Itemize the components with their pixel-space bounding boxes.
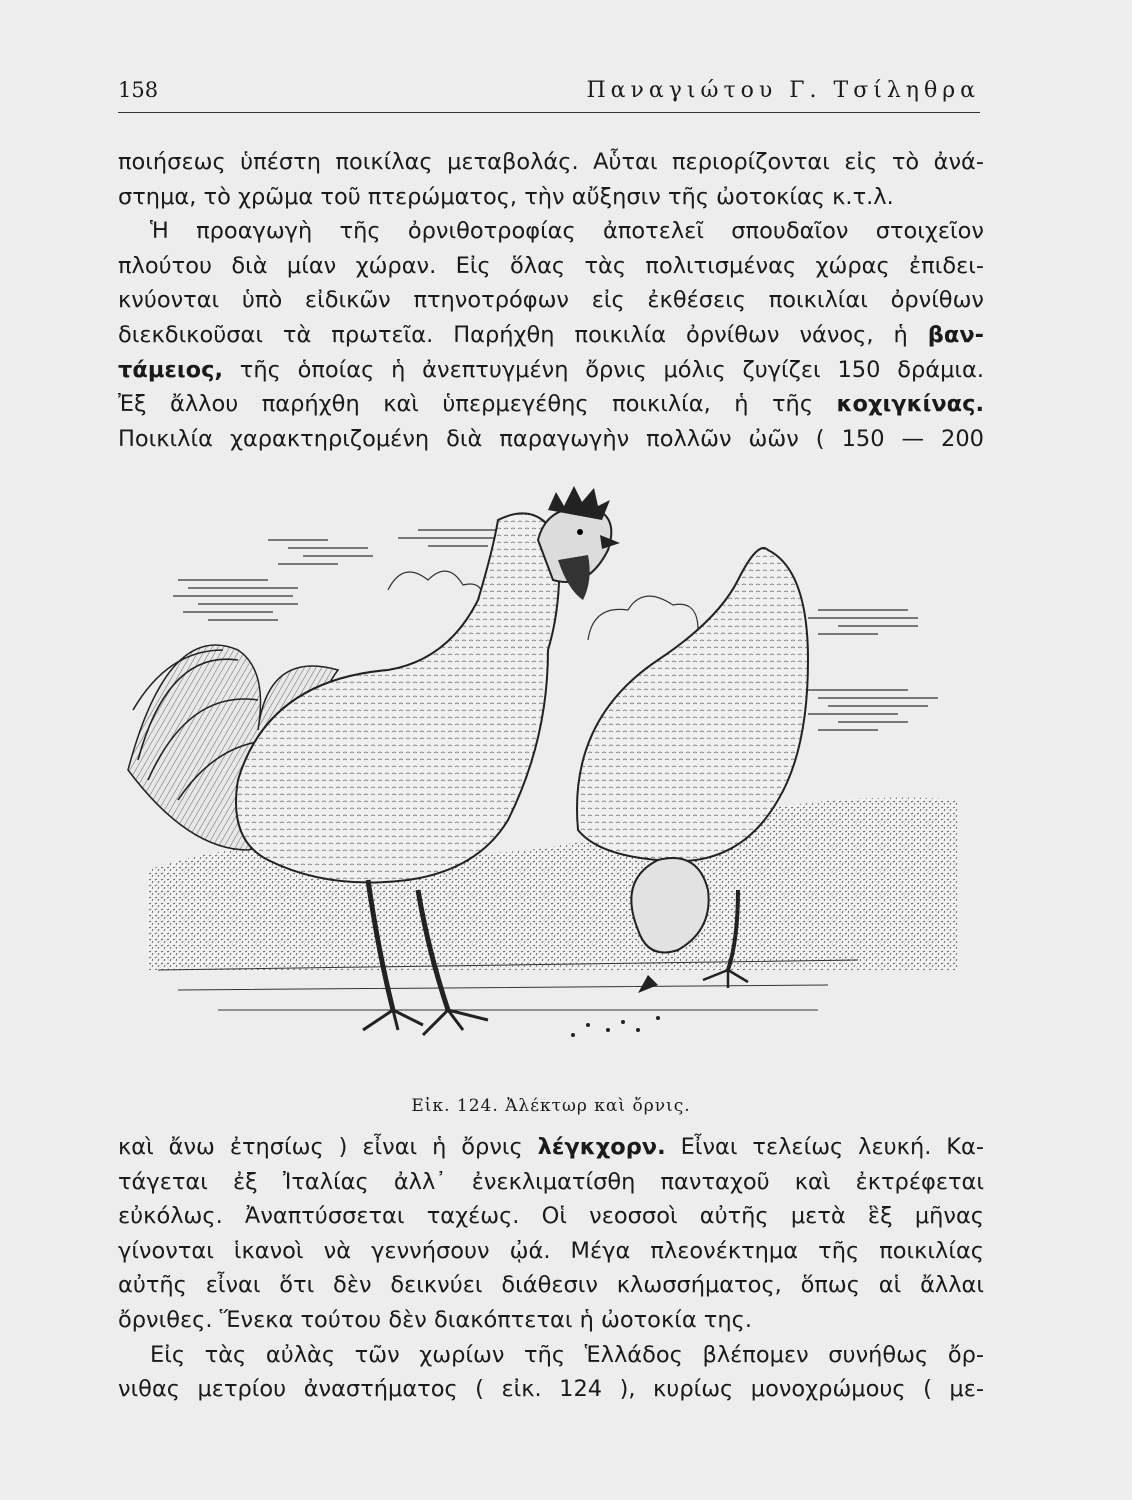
text-line xyxy=(118,1303,984,1338)
text-run: Ἐξ ἄλλου παρήχθη καὶ ὑπερμεγέθης ποικιλία, ἡ τῆς xyxy=(118,391,837,418)
text-line xyxy=(118,283,984,318)
text-run: καὶ ἄνω ἐτησίως ) εἶναι ἡ ὄρνις xyxy=(118,1134,538,1160)
text-run: Εἶναι τελείως λευκή. Κα- xyxy=(665,1134,984,1160)
text-run: Εἰς τὰς αὐλὰς τῶν χωρίων τῆς Ἑλλάδος βλέπομεν συνήθως ὄρ- xyxy=(150,1341,984,1368)
text-line xyxy=(118,387,984,422)
text-run: Ποικιλία χαρακτηριζομένη διὰ παραγωγὴν πολλῶν ὠῶν ( 150 — 200 xyxy=(118,425,984,452)
text-line xyxy=(118,1165,984,1200)
grain xyxy=(571,1016,660,1037)
text-line xyxy=(118,1268,984,1303)
text-run: τῆς ὁποίας ἡ ἀνεπτυγμένη ὄρνις μόλις ζυγίζει 150 δράμια. xyxy=(223,356,984,383)
text-line xyxy=(118,353,984,388)
text-run: νιθας μετρίου ἀναστήματος ( εἰκ. 124 ), κυρίως μονοχρώμους ( με- xyxy=(118,1376,984,1403)
bold-term: βαν- xyxy=(927,321,984,348)
body-text-top xyxy=(118,145,984,456)
text-line xyxy=(118,422,984,457)
bold-term: κοχιγκίνας. xyxy=(836,391,984,418)
text-line xyxy=(118,249,984,284)
bold-term: λέγκχορν. xyxy=(537,1134,666,1160)
text-run: κνύονται ὑπὸ εἰδικῶν πτηνοτρόφων εἰς ἐκθέσεις ποικιλίαι ὀρνίθων xyxy=(118,287,984,314)
text-line xyxy=(118,1234,984,1269)
text-run: στημα, τὸ χρῶμα τοῦ πτερώματος, τὴν αὔξησιν τῆς ὠοτοκίας κ.τ.λ. xyxy=(118,183,894,210)
text-line xyxy=(118,1130,984,1165)
text-line xyxy=(118,214,984,249)
text-run: εὐκόλως. Ἀναπτύσσεται ταχέως. Οἱ νεοσσοὶ αὐτῆς μετὰ ἓξ μῆνας xyxy=(118,1203,984,1230)
rooster-eye xyxy=(577,529,583,535)
text-run: αὐτῆς εἶναι ὅτι δὲν δεικνύει διάθεσιν κλωσσήματος, ὅπως αἱ ἄλλαι xyxy=(118,1272,984,1299)
text-run: ποιήσεως ὑπέστη ποικίλας μεταβολάς. Αὗται περιορίζονται εἰς τὸ ἀνά- xyxy=(118,149,984,175)
text-run: γίνονται ἱκανοὶ νὰ γεννήσουν ᾠά. Μέγα πλεονέκτημα τῆς ποικιλίας xyxy=(118,1237,984,1264)
text-line xyxy=(118,318,984,353)
body-text-bottom xyxy=(118,1130,984,1407)
rooster-and-hen-illustration xyxy=(118,470,984,1088)
text-run: τάγεται ἐξ Ἰταλίας ἀλλ᾽ ἐνεκλιματίσθη πανταχοῦ καὶ ἐκτρέφεται xyxy=(118,1168,984,1195)
running-head: Παναγιώτου Γ. Τσίληθρα xyxy=(586,78,980,103)
page-number: 158 xyxy=(118,78,159,102)
text-run: ὄρνιθες. Ἕνεκα τούτου δὲν διακόπτεται ἡ ὠοτοκία της. xyxy=(118,1306,752,1333)
bold-term: τάμειος, xyxy=(118,356,224,383)
text-line xyxy=(118,180,984,215)
page-header xyxy=(118,72,980,113)
hen-beak xyxy=(638,975,658,993)
text-run: Ἡ προαγωγὴ τῆς ὀρνιθοτροφίας ἀποτελεῖ σπουδαῖον στοιχεῖον xyxy=(150,218,984,245)
text-line xyxy=(118,1338,984,1373)
text-line xyxy=(118,1372,984,1407)
text-line xyxy=(118,145,984,180)
text-line xyxy=(118,1199,984,1234)
figure-caption: Εἰκ. 124. Ἀλέκτωρ καὶ ὄρνις. xyxy=(411,1096,691,1116)
text-run: διεκδικοῦσαι τὰ πρωτεῖα. Παρήχθη ποικιλία ὀρνίθων νάνος, ἡ xyxy=(118,321,928,348)
text-run: πλούτου διὰ μίαν χώραν. Εἰς ὅλας τὰς πολιτισμένας χώρας ἐπιδει- xyxy=(118,252,984,279)
